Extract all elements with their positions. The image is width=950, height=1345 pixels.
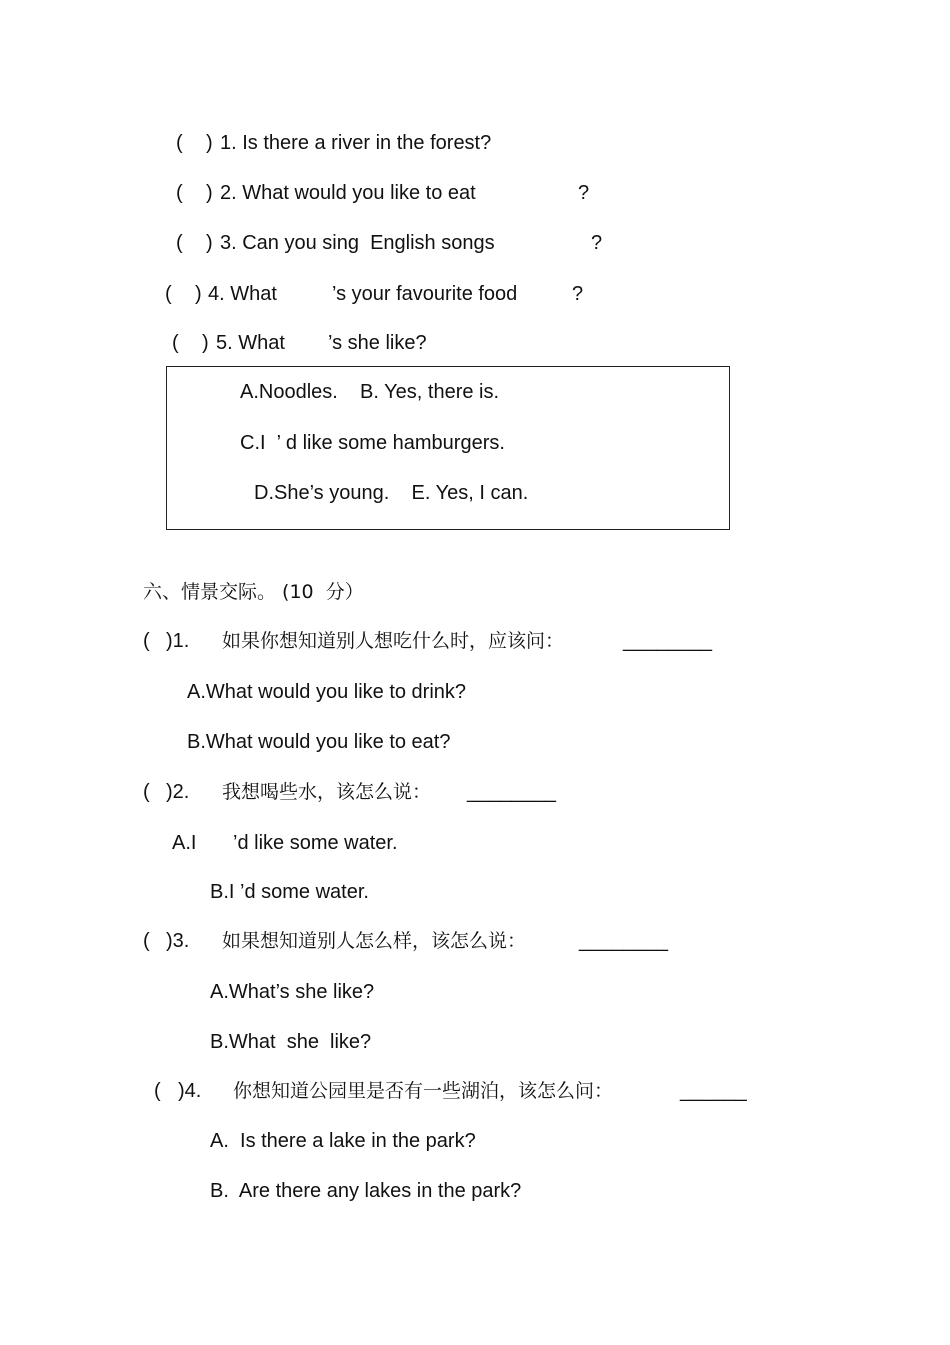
answer-paren-open: ( <box>143 781 150 803</box>
question-prompt: 如果想知道别人怎么样，该怎么说： <box>222 930 527 952</box>
option-b: B. Are there any lakes in the park? <box>210 1180 522 1202</box>
question-text: 2. What would you like to eat <box>220 182 476 204</box>
question-prompt: 我想喝些水，该怎么说： <box>222 781 432 803</box>
question-number: )1. <box>166 630 190 652</box>
question-text: 5. What <box>216 332 285 354</box>
answer-paren-close: ) <box>206 182 213 204</box>
answer-paren-close: ) <box>195 283 202 305</box>
option-b: B.I ’d some water. <box>210 881 369 903</box>
option-a: A.I <box>172 832 197 854</box>
answer-paren-open: ( <box>165 283 172 305</box>
answer-paren-open: ( <box>143 630 150 652</box>
answer-paren-open: ( <box>176 132 183 154</box>
question-text: 1. Is there a river in the forest? <box>220 132 492 154</box>
question-mark: ? <box>591 232 603 254</box>
answer-paren-close: ) <box>206 132 213 154</box>
answer-paren-close: ) <box>202 332 209 354</box>
answer-options-row: C.I ’ d like some hamburgers. <box>240 432 505 454</box>
question-prompt: 你想知道公园里是否有一些湖泊，该怎么问： <box>233 1080 614 1102</box>
option-a: A.What would you like to drink? <box>187 681 467 703</box>
option-b: B.What she like? <box>210 1031 372 1053</box>
option-a-text: ’d like some water. <box>233 832 398 854</box>
option-b: B.What would you like to eat? <box>187 731 451 753</box>
answer-blank: ________ <box>579 930 668 952</box>
section-heading: 六、情景交际。 (10 分） <box>143 581 364 603</box>
answer-paren-open: ( <box>154 1080 161 1102</box>
answer-blank: ________ <box>623 630 712 652</box>
question-mark: ? <box>578 182 590 204</box>
question-number: )2. <box>166 781 190 803</box>
answer-paren-open: ( <box>172 332 179 354</box>
question-text: 3. Can you sing English songs <box>220 232 495 254</box>
question-text: 4. What <box>208 283 277 305</box>
question-text: ’s your favourite food <box>332 283 518 305</box>
question-mark: ? <box>572 283 584 305</box>
question-text: ’s she like? <box>328 332 427 354</box>
answer-paren-open: ( <box>176 182 183 204</box>
question-number: )4. <box>178 1080 202 1102</box>
answer-options-row: A.Noodles. B. Yes, there is. <box>240 381 500 403</box>
question-number: )3. <box>166 930 190 952</box>
answer-blank: ______ <box>680 1080 747 1102</box>
question-prompt: 如果你想知道别人想吃什么时，应该问： <box>222 630 565 652</box>
answer-paren-open: ( <box>176 232 183 254</box>
answer-blank: ________ <box>467 781 556 803</box>
answer-paren-close: ) <box>206 232 213 254</box>
option-a: A. Is there a lake in the park? <box>210 1130 476 1152</box>
answer-options-row: D.She’s young. E. Yes, I can. <box>254 482 529 504</box>
option-a: A.What’s she like? <box>210 981 375 1003</box>
answer-paren-open: ( <box>143 930 150 952</box>
